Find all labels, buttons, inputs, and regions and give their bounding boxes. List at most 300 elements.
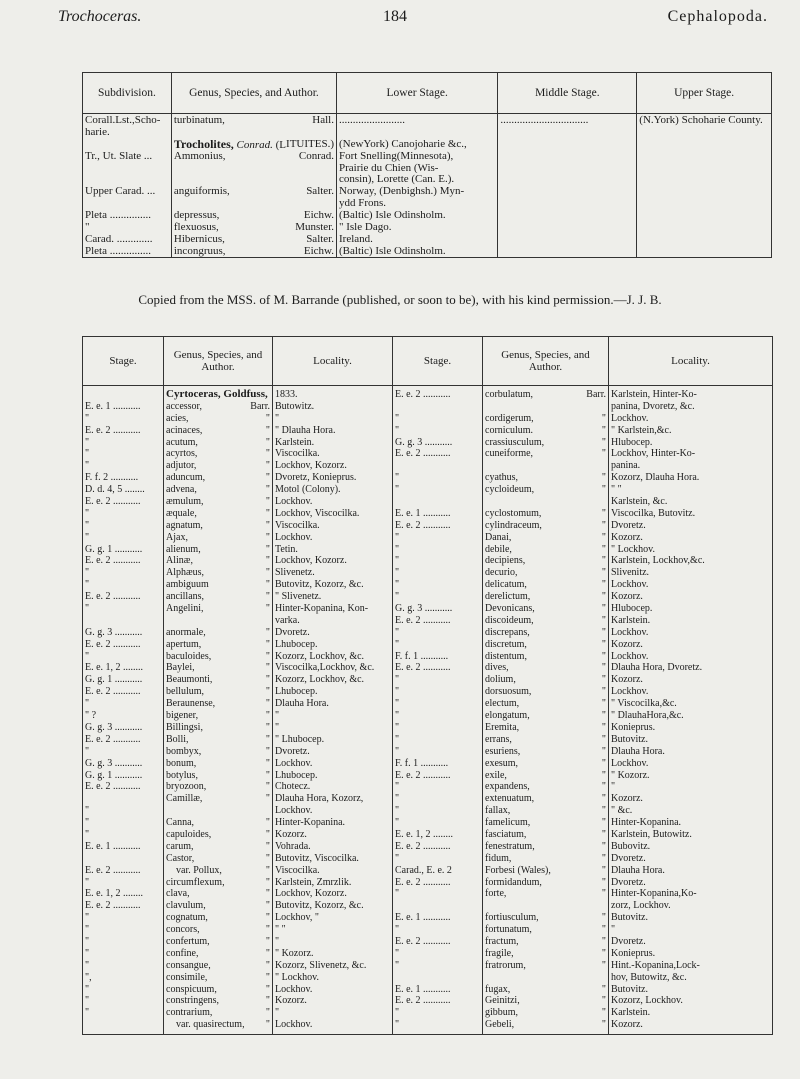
locality-entry: Lockhov, Viscocilka. <box>275 507 360 519</box>
species-entry <box>485 639 606 651</box>
species-entry <box>485 674 606 686</box>
stage-entry: " <box>395 924 400 936</box>
species-entry-name: discretum, <box>485 638 527 650</box>
species-entry <box>166 722 270 734</box>
stage-entry: " <box>85 912 90 924</box>
locality-entry: Lockhov. <box>611 757 649 769</box>
species-entry-author: " <box>265 472 270 484</box>
locality-entry: Lockhov. <box>275 757 313 769</box>
locality-entry: Lockhov. <box>611 686 649 698</box>
species-entry <box>485 627 606 639</box>
species-entry-author: Barr. <box>250 400 270 412</box>
species-entry <box>485 758 606 770</box>
species-entry <box>166 555 270 567</box>
subdivision-cell <box>83 138 172 186</box>
locality-entry: Viscocilka,Lockhov, &c. <box>275 662 375 674</box>
locality-entry: Lockhov. <box>275 496 313 508</box>
species-entry-author: " <box>601 448 606 460</box>
species-entry-author: " <box>265 591 270 603</box>
stage-entry: " <box>85 805 90 817</box>
species-entry <box>485 520 606 532</box>
species-entry-name: acyrtos, <box>166 448 198 460</box>
locality-entry: " Lockhov. <box>275 971 319 983</box>
locality-text: (NewYork) Canojoharie &c., <box>339 137 467 150</box>
locality-entry: Kozorz, Slivenetz, &c. <box>275 959 367 971</box>
species-entry-author: " <box>601 603 606 615</box>
upper-stage-cell <box>637 185 772 209</box>
species-entry-author: " <box>601 555 606 567</box>
species-entry-author: Eichw. <box>303 244 334 257</box>
species-entry-name: debile, <box>485 543 512 555</box>
subdivision-cell <box>83 209 172 257</box>
species-entry-author: Barr. <box>586 389 606 400</box>
species-entry <box>485 508 606 520</box>
species-entry-name: fallax, <box>485 805 511 817</box>
locality-entry: Dvoretz. <box>611 852 646 864</box>
species-entry-name: decipiens, <box>485 555 526 567</box>
species-entry <box>166 865 270 877</box>
running-title: Trochoceras. <box>58 8 142 25</box>
locality-entry: Dvoretz. <box>275 626 310 638</box>
locality-entry: Karlstein, Zmrzlik. <box>275 876 352 888</box>
locality-text: " Isle Dago. <box>339 221 392 233</box>
species-entry <box>166 924 270 936</box>
locality-entry: Lhubocep. <box>275 769 318 781</box>
species-entry <box>166 437 270 449</box>
locality-entry: Hinter-Kopanina, Kon- <box>275 603 369 615</box>
locality-entry: Viscocilka. <box>275 448 320 460</box>
stage-entry: E. e. 2 ........... <box>85 638 141 650</box>
species-entry-author: " <box>265 424 270 436</box>
species-entry-name: fragile, <box>485 947 514 959</box>
locality-entry: Kozorz. <box>275 995 307 1007</box>
species-entry-name: fratrorum, <box>485 959 526 971</box>
species-entry-author: " <box>265 412 270 424</box>
species-entry-author: " <box>265 579 270 591</box>
locality-entry: Kozorz. <box>611 674 643 686</box>
locality-entry: Lockhov. <box>611 412 649 424</box>
species-entry <box>174 209 334 221</box>
locality-entry: Butovitz. <box>611 733 648 745</box>
locality-entry: " <box>611 924 616 936</box>
table-row <box>83 209 772 257</box>
lower-stage-cell <box>337 209 498 257</box>
species-entry-name: Geinitzi, <box>485 995 520 1007</box>
species-entry <box>166 710 270 722</box>
stage-entry: E. e. 1 ........... <box>85 840 141 852</box>
species-entry-author: " <box>601 947 606 959</box>
stage-entry <box>85 615 161 627</box>
stage-entry: E. e. 1, 2 ........ <box>85 662 144 674</box>
subdivision-text: Pleta ............... <box>85 209 151 222</box>
species-entry <box>485 496 606 508</box>
locality-entry: Karlstein. <box>611 1007 651 1019</box>
stage-entry: G. g. 3 ........... <box>85 721 143 733</box>
stage-entry: " <box>85 531 90 543</box>
table-row <box>83 185 772 209</box>
locality-entry: Slivenitz. <box>611 567 650 579</box>
species-entry <box>485 603 606 615</box>
species-entry <box>174 221 334 233</box>
species-entry <box>485 437 606 449</box>
species-entry <box>485 793 606 805</box>
middle-stage-cell <box>498 138 637 186</box>
locality-entry: Tetin. <box>275 543 298 555</box>
species-entry <box>166 496 270 508</box>
stage-entry: " <box>395 721 400 733</box>
species-entry <box>166 900 270 912</box>
stage-entry: " <box>85 507 90 519</box>
species-entry-author: " <box>601 686 606 698</box>
species-entry-name: elongatum, <box>485 710 530 722</box>
species-entry <box>485 710 606 722</box>
stage-entry: E. e. 2 ........... <box>395 519 451 531</box>
locality-entry: Karlstein, Lockhov,&c. <box>611 555 705 567</box>
locality-entry: Hlubocep. <box>611 436 653 448</box>
lower-stage-cell <box>337 138 498 186</box>
stage-entry: E. e. 2 ........... <box>85 424 141 436</box>
species-entry-author: Munster. <box>295 221 334 233</box>
species-entry <box>485 1019 606 1031</box>
species-entry <box>485 413 606 425</box>
page-number: 184 <box>383 8 407 25</box>
locality-entry: hov, Butowitz, &c. <box>611 971 687 983</box>
species-entry <box>485 877 606 889</box>
species-entry <box>166 484 270 496</box>
stage-entry: E. e. 1 ........... <box>395 983 451 995</box>
species-entry-author: " <box>265 912 270 924</box>
species-entry-author: " <box>601 519 606 531</box>
column-header: Stage. <box>393 337 483 386</box>
species-entry <box>485 829 606 841</box>
species-entry <box>485 900 606 912</box>
species-entry-author: " <box>601 995 606 1007</box>
locality-entry: Lockhov, Kozorz. <box>275 460 347 472</box>
species-entry <box>485 698 606 710</box>
species-entry <box>166 591 270 603</box>
stage-entry <box>395 496 480 508</box>
species-entry-name: depressus, <box>173 209 220 222</box>
species-entry-author: " <box>601 840 606 852</box>
locality-entry: Karlstein, &c. <box>611 496 668 508</box>
species-entry-name: Trocholites, Conrad. (L <box>173 136 287 151</box>
stage-entry: ", <box>85 971 92 983</box>
stage-entry <box>85 853 161 865</box>
stage-entry: " <box>395 745 400 757</box>
species-entry-author: " <box>601 733 606 745</box>
locality-entry: Hinter-Kopanina,Ko- <box>611 888 697 900</box>
locality-text: consin), Lorette (Can. E.). <box>339 173 455 186</box>
species-entry-author: " <box>601 983 606 995</box>
species-entry-author: " <box>265 935 270 947</box>
locality-text: Prairie du Chien (Wis- <box>339 161 439 174</box>
locality-text: ........................ <box>339 114 405 126</box>
stage-entry: " <box>395 472 400 484</box>
locality-entry: Lhubocep. <box>275 686 318 698</box>
stage-entry: " <box>395 698 400 710</box>
species-entry-name: Alinæ, <box>166 555 193 567</box>
species-entry <box>166 758 270 770</box>
species-entry-author: " <box>601 662 606 674</box>
stage-entry: " <box>85 995 90 1007</box>
species-entry <box>166 888 270 900</box>
species-entry-author: " <box>265 840 270 852</box>
species-entry-author: " <box>265 555 270 567</box>
species-entry-author: " <box>601 828 606 840</box>
stage-entry: " <box>395 638 400 650</box>
locality-entry: Kozorz, Lockhov. <box>611 995 683 1007</box>
left-species-column <box>164 386 273 1035</box>
species-entry <box>166 936 270 948</box>
locality-entry: " &c. <box>611 805 633 817</box>
stage-entry: E. e. 2 ........... <box>395 662 451 674</box>
species-entry-author: " <box>601 531 606 543</box>
species-entry-name: dolium, <box>485 674 516 686</box>
species-entry-author: " <box>265 448 270 460</box>
species-entry-name: Forbesi (Wales), <box>485 864 551 876</box>
stage-entry: E. e. 1 ........... <box>85 400 141 412</box>
upper-stage-cell <box>637 209 772 257</box>
locality-entry: Kozorz, Dlauha Hora. <box>611 472 700 484</box>
species-entry <box>485 960 606 972</box>
species-entry-name: flexuosus, <box>173 221 219 233</box>
species-entry-name: acinaces, <box>166 424 203 436</box>
species-entry-author: " <box>265 1019 270 1031</box>
species-entry <box>485 781 606 793</box>
locality-entry: Kozorz. <box>611 591 643 603</box>
species-entry-author: " <box>265 876 270 888</box>
species-entry <box>166 841 270 853</box>
species-entry-author: " <box>601 674 606 686</box>
locality-entry: panina. <box>611 460 641 472</box>
species-entry <box>166 567 270 579</box>
species-entry <box>174 138 334 150</box>
species-entry-name: cycloideum, <box>485 484 535 496</box>
species-entry-author: " <box>601 769 606 781</box>
stage-entry: " <box>395 686 400 698</box>
locality-entry: " Lockhov. <box>611 543 655 555</box>
species-entry-author: " <box>601 543 606 555</box>
species-entry-author: " <box>265 1007 270 1019</box>
species-entry-author: " <box>601 436 606 448</box>
locality-entry: " <box>611 781 616 793</box>
species-entry-name: anguiformis, <box>173 185 230 198</box>
species-entry-author: " <box>265 567 270 579</box>
species-entry <box>166 995 270 1007</box>
species-entry <box>485 853 606 865</box>
stage-entry: " <box>395 710 400 722</box>
locality-entry: Viscocilka. <box>275 864 320 876</box>
species-entry-name: fenestratum, <box>485 840 535 852</box>
locality-entry: panina, Dvoretz, &c. <box>611 400 695 412</box>
locality-entry: Karlstein, Butowitz. <box>611 828 692 840</box>
species-entry-author: " <box>265 995 270 1007</box>
species-entry <box>485 770 606 782</box>
species-entry-name: Bolli, <box>166 733 189 745</box>
species-entry-author: " <box>265 603 270 615</box>
stage-entry: " <box>395 591 400 603</box>
locality-entry: " DlauhaHora,&c. <box>611 710 684 722</box>
species-entry-name: var. Pollux, <box>176 864 222 876</box>
locality-entry: Dvoretz. <box>611 876 646 888</box>
species-entry <box>166 615 270 627</box>
species-entry <box>166 603 270 615</box>
species-entry-author: " <box>265 662 270 674</box>
species-entry-name: bryozoon, <box>166 781 207 793</box>
locality-text: ydd Frons. <box>339 197 387 210</box>
species-entry-author: " <box>265 900 270 912</box>
species-entry-author: " <box>265 460 270 472</box>
species-entry-author: " <box>265 531 270 543</box>
species-entry-name: exesum, <box>485 757 519 769</box>
species-entry <box>166 877 270 889</box>
stage-entry: " <box>85 876 90 888</box>
locality-entry: Dlauha Hora. <box>611 745 665 757</box>
stage-entry: " <box>395 484 400 496</box>
species-entry-author: " <box>265 507 270 519</box>
species-entry-name: cordigerum, <box>485 412 534 424</box>
locality-entry: Hinter-Kopanina. <box>611 817 682 829</box>
stage-entry: G. g. 3 ........... <box>85 626 143 638</box>
species-entry <box>485 389 606 401</box>
subdivision-text: " <box>85 221 90 233</box>
species-entry-author: " <box>601 424 606 436</box>
species-entry <box>166 448 270 460</box>
species-entry-name: constringens, <box>166 995 220 1007</box>
species-entry-name: bombyx, <box>166 745 202 757</box>
stage-entry: " <box>85 460 90 472</box>
species-entry-name: fortiusculum, <box>485 912 539 924</box>
species-entry-name: cyathus, <box>485 472 519 484</box>
stage-entry: E. e. 2 ........... <box>85 496 141 508</box>
column-header: Genus, Species, and Author. <box>483 337 609 386</box>
species-entry-name: corniculum. <box>485 424 534 436</box>
locality-entry: " Kozorz. <box>275 947 314 959</box>
species-entry-name: Ammonius, <box>173 149 226 162</box>
locality-text: ................................ <box>500 114 589 126</box>
genus-heading: Cyrtoceras, Goldfuss, <box>166 389 268 400</box>
locality-entry: Lockhov. <box>611 650 649 662</box>
stage-entry: E. e. 2 ........... <box>395 876 451 888</box>
stage-entry: " <box>395 852 400 864</box>
species-entry-name: æmulum, <box>166 496 204 508</box>
species-entry-name: botylus, <box>166 769 198 781</box>
genus-year: 1833. <box>275 389 298 400</box>
species-entry-author: " <box>601 852 606 864</box>
species-entry-name: capuloides, <box>166 828 212 840</box>
stage-entry: E. e. 1 ........... <box>395 912 451 924</box>
locality-entry: Lockhov. <box>275 805 313 817</box>
species-entry-author: " <box>265 436 270 448</box>
species-entry-name: corbulatum, <box>485 389 534 400</box>
species-entry-author: " <box>601 626 606 638</box>
species-entry <box>166 770 270 782</box>
species-entry-name: formidandum, <box>485 876 542 888</box>
stage-entry: " <box>395 947 400 959</box>
locality-entry: Viscocilka. <box>275 519 320 531</box>
lower-stage-cell <box>337 114 498 138</box>
locality-entry: " Viscocilka,&c. <box>611 698 677 710</box>
stage-entry: Carad., E. e. 2 <box>395 864 452 876</box>
locality-entry: " Karlstein,&c. <box>611 424 672 436</box>
species-entry <box>174 150 334 162</box>
species-entry-name: expandens, <box>485 781 530 793</box>
locality-entry: " Kozorz. <box>611 769 650 781</box>
species-entry <box>166 639 270 651</box>
species-entry-author: ITUITES.) <box>286 137 334 150</box>
species-entry <box>485 936 606 948</box>
column-header: Upper Stage. <box>637 73 772 114</box>
species-entry-name: forte, <box>485 888 507 900</box>
species-entry-name: extenuatum, <box>485 793 535 805</box>
species-entry-author: " <box>265 638 270 650</box>
species-entry <box>485 888 606 900</box>
species-entry-author: " <box>265 757 270 769</box>
stage-entry: " <box>395 817 400 829</box>
stage-entry: " <box>395 424 400 436</box>
stage-entry: " <box>395 1019 400 1031</box>
stage-entry: G. g. 1 ........... <box>85 543 143 555</box>
species-entry <box>485 805 606 817</box>
species-entry-name: aduncum, <box>166 472 206 484</box>
species-entry <box>166 805 270 817</box>
locality-entry: Lockhov. <box>275 1019 313 1031</box>
species-entry-author: " <box>601 484 606 496</box>
stage-entry: E. e. 2 ........... <box>85 900 141 912</box>
species-entry-author: " <box>265 484 270 496</box>
stage-entry: G. g. 3 ........... <box>85 757 143 769</box>
stage-entry: " <box>395 781 400 793</box>
species-entry <box>485 722 606 734</box>
trocholites-table <box>82 72 772 258</box>
locality-entry: Kozorz. <box>611 793 643 805</box>
species-entry-author: " <box>265 745 270 757</box>
species-entry-name: distentum, <box>485 650 527 662</box>
species-entry-name: apertum, <box>166 638 202 650</box>
species-entry <box>166 401 270 413</box>
locality-entry: Butovitz, Viscocilka. <box>275 852 359 864</box>
species-entry-author: " <box>601 567 606 579</box>
species-entry <box>166 1007 270 1019</box>
stage-entry: " <box>85 924 90 936</box>
stage-entry: " <box>85 959 90 971</box>
locality-entry: Lhubocep. <box>275 638 318 650</box>
species-entry-author: " <box>265 983 270 995</box>
stage-entry: F. f. 1 ........... <box>395 650 449 662</box>
stage-entry: " <box>85 1007 90 1019</box>
locality-entry: Butovitz. <box>611 983 648 995</box>
species-entry <box>485 924 606 936</box>
species-entry <box>166 948 270 960</box>
locality-entry: " <box>275 412 280 424</box>
locality-entry: " " <box>275 924 286 936</box>
species-entry-author: " <box>601 698 606 710</box>
right-stage-column <box>393 386 483 1035</box>
locality-entry: Hinter-Kopanina. <box>275 817 346 829</box>
stage-entry: E. e. 2 ........... <box>395 614 451 626</box>
species-entry-name: bigener, <box>166 710 199 722</box>
locality-entry: Kozorz. <box>611 531 643 543</box>
species-entry-name: Gebeli, <box>485 1019 515 1031</box>
stage-entry: G. g. 1 ........... <box>85 674 143 686</box>
species-entry-author: " <box>265 686 270 698</box>
upper-stage-cell <box>637 114 772 138</box>
locality-entry: " " <box>611 484 622 496</box>
stage-entry: " <box>395 674 400 686</box>
locality-entry: Dvoretz, Konieprus. <box>275 472 357 484</box>
right-locality-column <box>609 386 773 1035</box>
stage-entry: " <box>395 555 400 567</box>
